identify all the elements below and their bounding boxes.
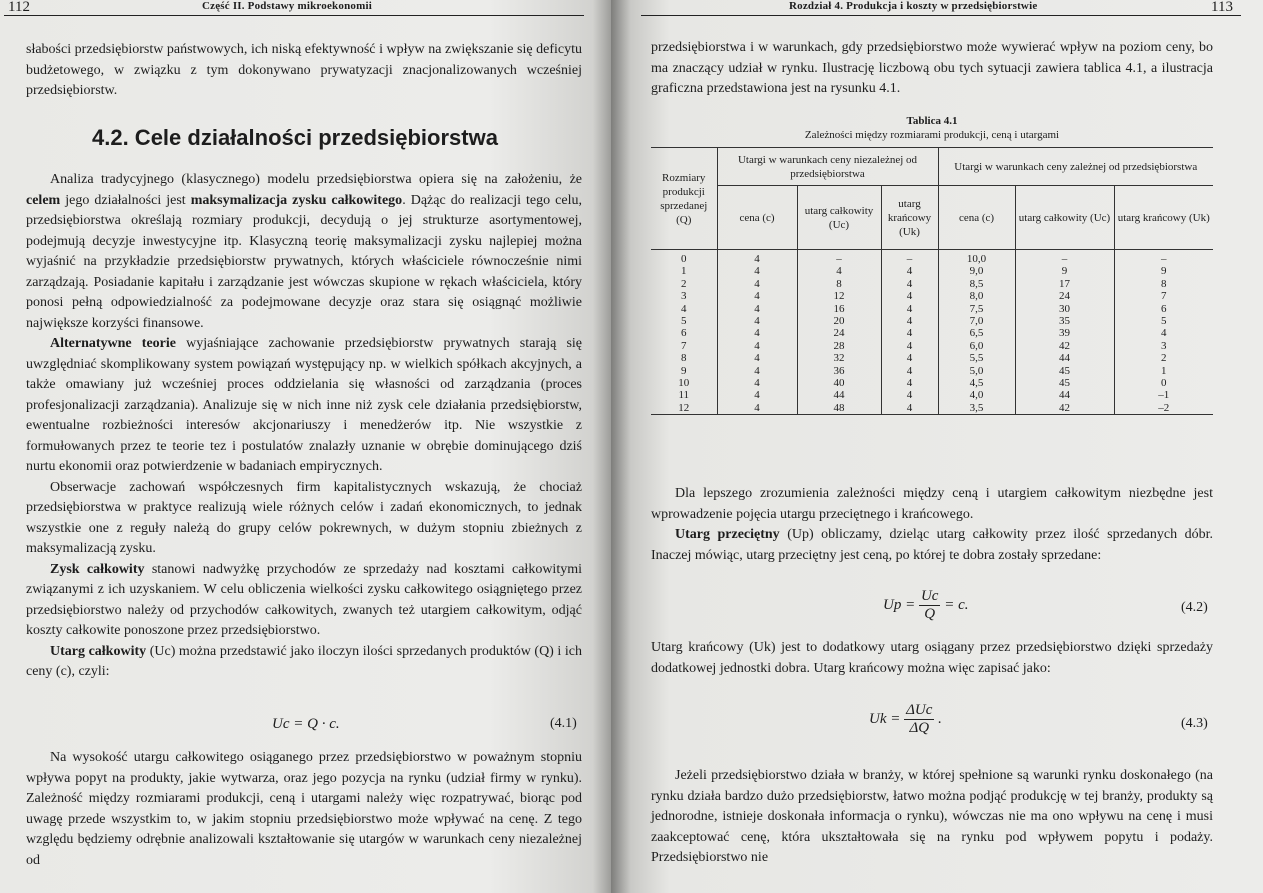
- left-running-head-title: Część II. Podstawy mikroekonomii: [202, 0, 372, 12]
- table-cell: 17: [1015, 278, 1114, 290]
- table-cell: 0: [651, 250, 717, 266]
- formula-4-1: Uc = Q · c.: [272, 716, 340, 732]
- table-cell: 0: [1161, 377, 1167, 390]
- table-cell: 4: [881, 265, 938, 277]
- equation-number-4-2: (4.2): [1181, 600, 1208, 615]
- right-intro-paragraph: przedsiębiorstwa i w warunkach, gdy przedsiębiorstwo może wywierać wpływ na poziom ceny, bo ma znaczący udział w rynku. Ilustrację liczbową obu tych sytuacji zawiera tablica 4.1, a ilustracja graficzna przedstawiona jest na rysunku 4.1.: [651, 40, 1213, 96]
- table-cell: 6: [651, 327, 717, 339]
- table-cell: 4: [881, 278, 938, 290]
- table-row: [651, 327, 1213, 339]
- header-total-revenue-1: utarg całkowity (Uc): [797, 186, 881, 250]
- table-row: [651, 402, 1213, 415]
- header-marginal-revenue-2: utarg krańcowy (Uk): [1114, 186, 1213, 250]
- table-cell: 2: [651, 278, 717, 290]
- right-page-number: 113: [1211, 0, 1233, 15]
- paragraph-alternative-theories: Alternatywne teorie wyjaśniające zachowanie przedsiębiorstw prywatnych starają się uwzględniać skomplikowany system powiązań występujący np. w wielkich spółkach akcyjnych, a także omawiany już wcześniej proces oddzielania się własności od zarządzania (proces profesjonalizacji zarządzania). Analizuje się w nich inne niż zysk cele działania przedsiębiorstw, ewentualne rozbieżności interesów akcjonariuszy i menedżerów itp. Nie wszystkie z formułowanych przez te teorie tez i postulatów znalazły uznanie w obrębie dominującego dziś nurtu ekonomii oraz potwierdzenie w badaniach empirycznych.: [26, 336, 582, 474]
- left-page-number: 112: [8, 0, 30, 15]
- table-cell: 6,5: [938, 327, 1015, 339]
- left-final-paragraph: Na wysokość utargu całkowitego osiąganego przez przedsiębiorstwo w poważnym stopniu wpływa popyt na produkty, jakie wytwarza, oraz jego pozycja na rynku (udział firmy w rynku). Zależność między rozmiarami produkcji, ceną i utargami należy więc rozpatrywać, biorąc pod uwagę przede wszystkim to, w jakim stopniu przedsiębiorstwo może wpływać na cenę. Z tego względu będziemy odrębnie analizowali kształtowanie się utargów w warunkach ceny niezależnej od: [26, 750, 582, 868]
- table-row: [651, 340, 1213, 352]
- table-cell: 3: [1161, 339, 1167, 352]
- table-cell: 8: [797, 278, 881, 290]
- table-cell: 4: [717, 377, 797, 389]
- table-cell: 4: [717, 303, 797, 315]
- table-cell: 4: [881, 389, 938, 401]
- table-cell: 4: [881, 352, 938, 364]
- table-cell: 32: [797, 352, 881, 364]
- equation-number-4-3: (4.3): [1181, 716, 1208, 731]
- revenue-table-body: [651, 250, 1213, 415]
- right-body-text: [651, 484, 1213, 566]
- table-cell: –: [1161, 253, 1167, 265]
- table-cell: 42: [1015, 402, 1114, 415]
- table-cell: 8: [1161, 277, 1167, 290]
- header-production-size: Rozmiary produkcji sprzedanej (Q): [651, 148, 717, 250]
- right-page: [611, 0, 1263, 893]
- table-cell: 7: [1161, 290, 1167, 303]
- table-cell: 44: [1015, 352, 1114, 364]
- table-cell: 5,5: [938, 352, 1015, 364]
- header-marginal-revenue-1: utarg krańcowy (Uk): [881, 186, 938, 250]
- table-cell: 44: [797, 389, 881, 401]
- table-cell: 3: [651, 290, 717, 302]
- table-cell: 36: [797, 365, 881, 377]
- table-cell: 1: [1161, 364, 1167, 377]
- header-price-2: cena (c): [938, 186, 1015, 250]
- table-cell: 5,0: [938, 365, 1015, 377]
- table-cell: 4,0: [938, 389, 1015, 401]
- table-cell: 1: [651, 265, 717, 277]
- table-cell: 9: [651, 365, 717, 377]
- table-row: [651, 389, 1213, 401]
- table-cell: 4: [881, 290, 938, 302]
- table-cell: 44: [1015, 389, 1114, 401]
- table-cell: 4: [717, 365, 797, 377]
- header-total-revenue-2: utarg całkowity (Uc): [1015, 186, 1114, 250]
- table-cell: –: [881, 250, 938, 266]
- table-cell: 40: [797, 377, 881, 389]
- left-header-rule: [4, 15, 584, 16]
- table-cell: 45: [1015, 365, 1114, 377]
- table-cell: 4: [717, 389, 797, 401]
- table-cell: 16: [797, 303, 881, 315]
- right-final-paragraph: Jeżeli przedsiębiorstwo działa w branży, w której spełnione są warunki rynku doskonałego (na rynku działa bardzo dużo przedsiębiorstw, łatwo można podjąć produkcję w tej branży, produkty są jednorodne, istnieje doskonała informacja o rynku), wówczas nie ma ono wpływu na cenę i musi zaakceptować cenę, która ukształtowała się na rynku pod wpływem popytu i podaży. Przedsiębiorstwo nie: [651, 768, 1213, 865]
- paragraph-total-profit: Zysk całkowity stanowi nadwyżkę przychodów ze sprzedaży nad kosztami całkowitymi związanymi z ich uzyskaniem. W celu obliczenia wielkości zysku całkowitego osiągniętego przez przedsiębiorstwo należy od przychodów całkowitych, zwanych też utargiem całkowitym, odjąć koszty całkowite ponoszone przez przedsiębiorstwo.: [26, 561, 582, 638]
- table-cell: 4: [881, 327, 938, 339]
- table-cell: 45: [1015, 377, 1114, 389]
- table-cell: 4: [717, 327, 797, 339]
- table-cell: 9,0: [938, 265, 1015, 277]
- table-cell: 3,5: [938, 402, 1015, 415]
- left-page: [0, 0, 611, 893]
- table-row: [651, 278, 1213, 290]
- table-cell: 24: [1015, 290, 1114, 302]
- table-cell: 6: [1161, 302, 1167, 315]
- right-running-head: [611, 0, 1263, 14]
- table-cell: 9: [1161, 265, 1167, 278]
- table-cell: 2: [1161, 352, 1167, 365]
- table-cell: 8: [651, 352, 717, 364]
- table-cell: 5: [651, 315, 717, 327]
- table-cell: 6,0: [938, 340, 1015, 352]
- paragraph-goal: Analiza tradycyjnego (klasycznego) modelu przedsiębiorstwa opiera się na założeniu, że celem jego działalności jest maksymalizacja zysku całkowitego. Dążąc do realizacji tego celu, przedsiębiorstwa określają rozmiary produkcji, decydują o jej strukturze asortymentowej, podejmują decyzje inwestycyjne itp. Klasyczną teorię maksymalizacji zysku najlepiej można wyjaśnić na przykładzie przedsiębiorstw prywatnych, których właściciele równocześnie nimi zarządzają. Posiadanie kapitału i zarządzanie jest wówczas skupione w rękach właściciela, który ponosi pełną odpowiedzialność za podejmowane decyzje oraz stara się osiągnąć możliwie największe korzyści finansowe.: [26, 172, 582, 331]
- table-row: [651, 377, 1213, 389]
- paragraph-average-revenue: Utarg przeciętny (Up) obliczamy, dzieląc utarg całkowity przez ilość sprzedanych dóbr. Inaczej mówiąc, utarg przeciętny jest ceną, po której te dobra zostały sprzedane:: [651, 527, 1213, 563]
- header-dependent-price: Utargi w warunkach ceny zależnej od przedsiębiorstwa: [938, 148, 1213, 186]
- paragraph-understanding: Dla lepszego zrozumienia zależności między ceną i utargiem całkowitym niezbędne jest wprowadzenie pojęcia utargu przeciętnego i krańcowego.: [651, 486, 1213, 522]
- left-intro-paragraph: słabości przedsiębiorstw państwowych, ich niską efektywność i wpływ na zwiększanie się deficytu budżetowego, w związku z tym dokonywano prywatyzacji znacjonalizowanych wcześniej przedsiębiorstw.: [26, 42, 582, 98]
- revenue-table: [651, 147, 1213, 415]
- table-cell: 8,0: [938, 290, 1015, 302]
- table-row: [651, 250, 1213, 266]
- table-cell: 4: [881, 303, 938, 315]
- table-cell: 48: [797, 402, 881, 415]
- table-cell: 7,0: [938, 315, 1015, 327]
- left-running-head: [0, 0, 611, 14]
- table-cell: 7: [651, 340, 717, 352]
- header-independent-price: Utargi w warunkach ceny niezależnej od przedsiębiorstwa: [717, 148, 938, 186]
- paragraph-observations: Obserwacje zachowań współczesnych firm kapitalistycznych wskazują, że chociaż przedsiębiorstwa w praktyce realizują wiele różnych celów i zadań ekonomicznych, to jednak wszystkie one z reguły należą do grupy celów pokrewnych, w dużym stopniu zbieżnych z maksymalizacją zysku.: [26, 479, 582, 556]
- table-cell: –2: [1114, 402, 1213, 415]
- table-cell: 35: [1015, 315, 1114, 327]
- section-heading: 4.2. Cele działalności przedsiębiorstwa: [92, 125, 498, 150]
- table-row: [651, 303, 1213, 315]
- table-cell: 4: [717, 352, 797, 364]
- table-cell: 4: [881, 340, 938, 352]
- table-cell: 4: [717, 402, 797, 415]
- table-cell: 8,5: [938, 278, 1015, 290]
- right-header-rule: [641, 15, 1241, 16]
- right-marginal-paragraph: Utarg krańcowy (Uk) jest to dodatkowy utarg osiągany przez przedsiębiorstwo dzięki sprzedaży dodatkowej jednostki dobra. Utarg krańcowy można więc zapisać jako:: [651, 640, 1213, 676]
- table-cell: –1: [1158, 389, 1170, 402]
- table-row: [651, 290, 1213, 302]
- fraction-4-2: $\frac{Uc}{Q}$: [920, 588, 939, 622]
- table-cell: 20: [797, 315, 881, 327]
- table-row: [651, 365, 1213, 377]
- table-cell: 4: [881, 402, 938, 415]
- table-cell: 4: [797, 265, 881, 277]
- equation-number-4-1: (4.1): [550, 716, 577, 731]
- table-cell: –: [1015, 250, 1114, 266]
- table-cell: 42: [1015, 340, 1114, 352]
- table-cell: 12: [651, 402, 717, 415]
- table-cell: 4: [1161, 327, 1167, 340]
- table-caption: Zależności między rozmiarami produkcji, ceną i utargami: [804, 129, 1060, 141]
- table-cell: 28: [797, 340, 881, 352]
- left-body-text: [26, 170, 582, 683]
- table-cell: 30: [1015, 303, 1114, 315]
- table-cell: 5: [1161, 315, 1167, 328]
- table-cell: 7,5: [938, 303, 1015, 315]
- table-cell: 4: [717, 278, 797, 290]
- table-row: [651, 265, 1213, 277]
- right-running-head-title: Rozdział 4. Produkcja i koszty w przedsiębiorstwie: [789, 0, 1038, 12]
- paragraph-total-revenue: Utarg całkowity (Uc) można przedstawić jako iloczyn ilości sprzedanych produktów (Q) i ich ceny (c), czyli:: [26, 643, 582, 679]
- table-cell: 10: [651, 377, 717, 389]
- table-cell: 4: [717, 290, 797, 302]
- formula-4-3: Uk = $\frac{\text{ΔUc}}{\Delta Q}$ .: [869, 702, 942, 736]
- header-price-1: cena (c): [717, 186, 797, 250]
- table-cell: 4: [881, 315, 938, 327]
- table-cell: 4: [717, 265, 797, 277]
- table-label: Tablica 4.1: [906, 115, 958, 127]
- table-cell: 4: [881, 377, 938, 389]
- table-cell: 9: [1015, 265, 1114, 277]
- table-cell: 4: [717, 340, 797, 352]
- table-cell: 10,0: [938, 250, 1015, 266]
- table-cell: 12: [797, 290, 881, 302]
- table-cell: 11: [651, 389, 717, 401]
- formula-4-2: Up = $\frac{Uc}{Q}$ = c.: [883, 588, 969, 622]
- table-row: [651, 352, 1213, 364]
- table-cell: 24: [797, 327, 881, 339]
- table-cell: 4: [651, 303, 717, 315]
- table-row: [651, 315, 1213, 327]
- table-cell: 4: [881, 365, 938, 377]
- table-cell: 4: [717, 250, 797, 266]
- table-cell: 4,5: [938, 377, 1015, 389]
- table-cell: 39: [1015, 327, 1114, 339]
- table-cell: 4: [717, 315, 797, 327]
- table-cell: –: [797, 250, 881, 266]
- fraction-4-3: $\frac{\text{ΔUc}}{\Delta Q}$: [906, 702, 933, 736]
